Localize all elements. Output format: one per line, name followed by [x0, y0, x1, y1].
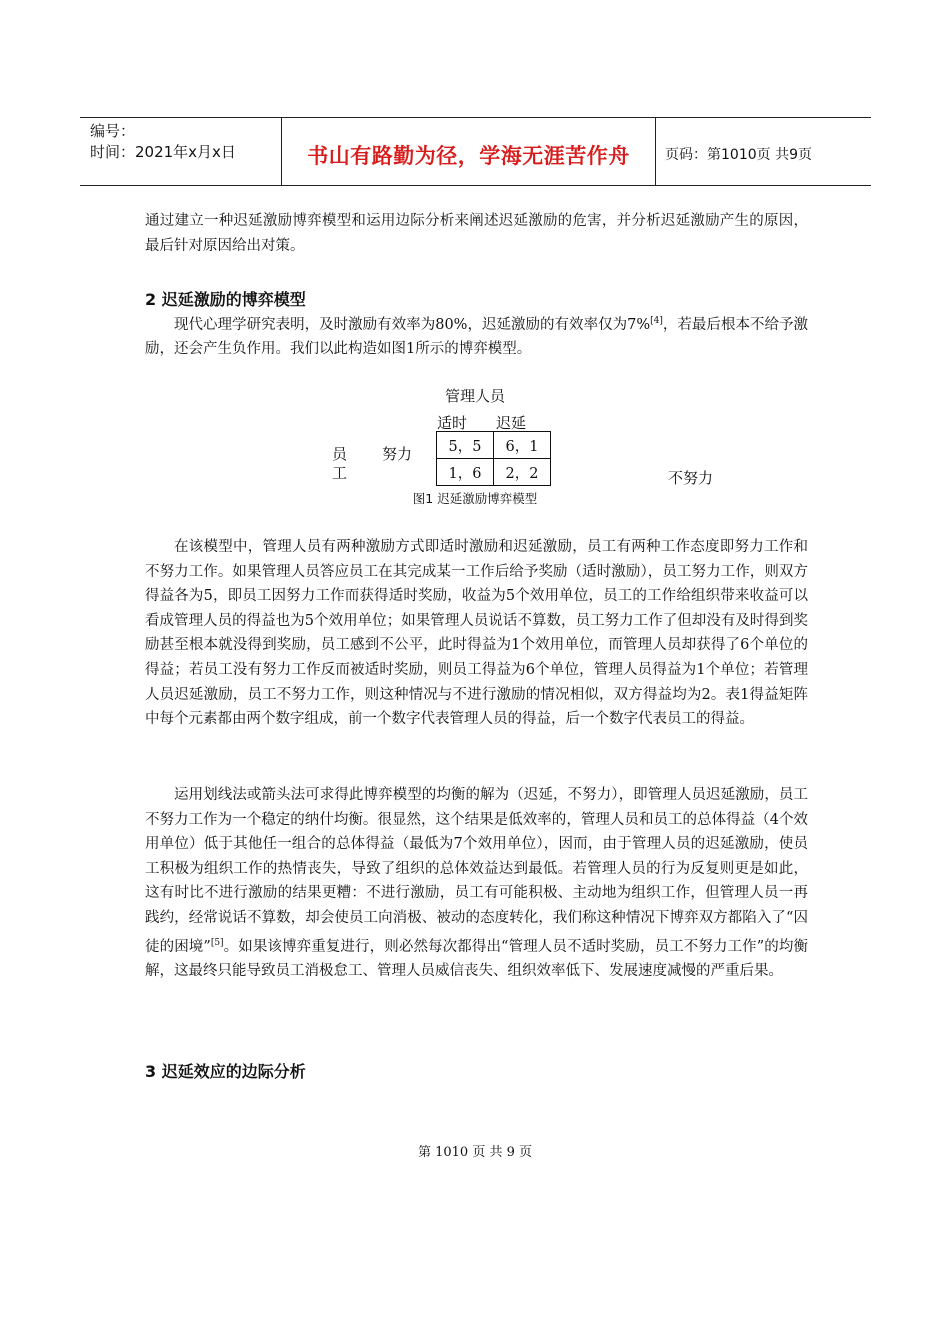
- section-3-heading: 3 迟延效应的边际分析: [145, 1062, 306, 1081]
- matrix-row: [437, 459, 551, 486]
- header-meta: [90, 121, 236, 163]
- matrix-cell: 2，2: [494, 459, 551, 486]
- intro-paragraph: 通过建立一种迟延激励博弈模型和运用边际分析来阐述迟延激励的危害，并分析迟延激励产生的原因，最后针对原因给出对策。: [145, 213, 808, 254]
- citation-5: [5]: [210, 937, 224, 948]
- matrix-col-label-delayed: 迟延: [496, 414, 527, 432]
- section-2-p1-text-b: ，若最后根本不给予激励，还会产生负作用。我们以此构造如图1所示的博弈模型。: [145, 316, 809, 358]
- section-2-heading: 2 迟延激励的博弈模型: [145, 290, 306, 309]
- citation-4: [4]: [650, 316, 663, 326]
- matrix-row: [437, 432, 551, 459]
- time-label: 时间：2021年x月x日: [90, 143, 236, 161]
- section-2-p1-text-a: 现代心理学研究表明，及时激励有效率为80%，迟延激励的有效率仅为7%: [174, 316, 651, 333]
- header-bottom-rule: [80, 185, 871, 186]
- figure-caption: 图1 迟延激励博弈模型: [412, 491, 538, 506]
- header-motto: 书山有路勤为径，学海无涯苦作舟: [307, 144, 630, 168]
- matrix-col-label-timely: 适时: [437, 414, 468, 432]
- paragraph-equilibrium: [145, 783, 808, 984]
- paragraph-equilibrium-text-a: 运用划线法或箭头法可求得此博弈模型的均衡的解为（迟延，不努力），即管理人员迟延激励，员工不努力工作为一个稳定的纳什均衡。很显然，这个结果是低效率的，管理人员和员工的总体得益（4个效用单位）低于其他任一组合的总体得益（最低为7个效用单位），因而，由于管理人员的迟延激励，使员工积极为组织工作的热情丧失，导致了组织的总体效益达到最低。若管理人员的行为反复则更是如此，这有时比不进行激励的结果更糟：不进行激励，员工有可能积极、主动地为组织工作，但管理人员一再践约，经常说话不算数，却会使员工向消极、被动的态度转化，我们称这种情况下博弈双方都陷入了“囚徒的困境”: [145, 787, 808, 955]
- matrix-player-top: 管理人员: [445, 387, 506, 405]
- payoff-matrix: [436, 431, 551, 486]
- matrix-row-label-no-effort: 不努力: [668, 469, 714, 487]
- matrix-cell: 5，5: [437, 432, 494, 459]
- matrix-cell: 1，6: [437, 459, 494, 486]
- section-2-paragraph-1: [145, 309, 808, 362]
- matrix-player-side-1: 员: [332, 445, 348, 463]
- header-top-rule: [80, 117, 871, 118]
- number-label: 编号：: [90, 122, 136, 140]
- header-divider-right: [655, 117, 656, 185]
- header-page-label: 页码：第1010页 共9页: [665, 147, 812, 163]
- matrix-player-side-2: 工: [332, 464, 348, 482]
- matrix-cell: 6，1: [494, 432, 551, 459]
- page-footer: 第 1010 页 共 9 页: [417, 1145, 533, 1160]
- paragraph-equilibrium-text-b: 。如果该博弈重复进行，则必然每次都得出“管理人员不适时奖励，员工不努力工作”的均衡解，这最终只能导致员工消极怠工、管理人员威信丧失、组织效率低下、发展速度减慢的严重后果。: [145, 938, 808, 979]
- paragraph-model-explanation: 在该模型中，管理人员有两种激励方式即适时激励和迟延激励，员工有两种工作态度即努力工作和不努力工作。如果管理人员答应员工在其完成某一工作后给予奖励（适时激励），员工努力工作，则双方得益各为5，即员工因努力工作而获得适时奖励，收益为5个效用单位，员工的工作给组织带来收益可以看成管理人员的得益也为5个效用单位；如果管理人员说话不算数，员工努力工作了但却没有及时得到奖励甚至根本就没得到奖励，员工感到不公平，此时得益为1个效用单位，而管理人员却获得了6个单位的得益；若员工没有努力工作反而被适时奖励，则员工得益为6个单位，管理人员得益为1个单位；若管理人员迟延激励，员工不努力工作，则这种情况与不进行激励的情况相似，双方得益均为2。表1得益矩阵中每个元素都由两个数字组成，前一个数字代表管理人员的得益，后一个数字代表员工的得益。: [145, 539, 808, 728]
- matrix-row-label-effort: 努力: [382, 445, 413, 463]
